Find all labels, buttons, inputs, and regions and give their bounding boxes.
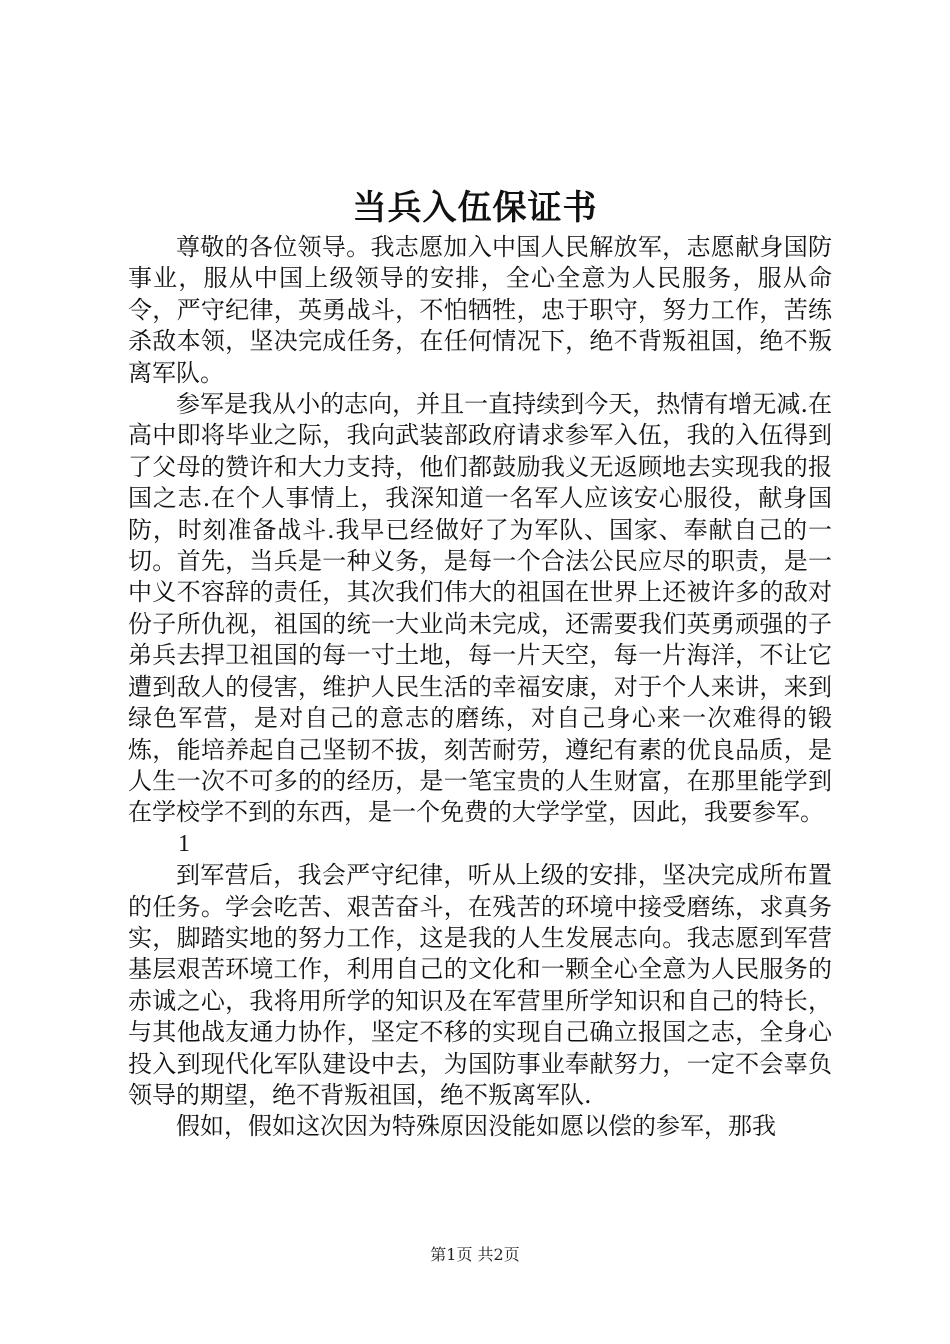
paragraph-1: 尊敬的各位领导。我志愿加入中国人民解放军，志愿献身国防事业，服从中国上级领导的安排，全心全意为人民服务，服从命令，严守纪律，英勇战斗，不怕牺牲，忠于职守，努力工作，苦练杀敌本领，坚决完成任务，在任何情况下，绝不背叛祖国，绝不叛离军队。 — [128, 233, 832, 387]
page-footer: 第1页 共2页 — [430, 1245, 520, 1264]
paragraph-3: 到军营后，我会严守纪律，听从上级的安排，坚决完成所布置的任务。学会吃苦、艰苦奋斗，在残苦的环境中接受磨练，求真务实，脚踏实地的努力工作，这是我的人生发展志向。我志愿到军营基层艰苦环境工作，利用自己的文化和一颗全心全意为人民服务的赤诚之心，我将用所学的知识及在军营里所学知识和自己的特长，与其他战友通力协作，坚定不移的实现自己确立报国之志，全身心投入到现代化军队建设中去，为国防事业奉献努力，一定不会辜负领导的期望，绝不背叛祖国，绝不叛离军队. — [128, 861, 832, 1109]
paragraph-4: 假如，假如这次因为特殊原因没能如愿以偿的参军，那我 — [176, 1112, 776, 1141]
paragraph-2: 参军是我从小的志向，并且一直持续到今天，热情有增无减.在高中即将毕业之际，我向武装部政府请求参军入伍，我的入伍得到了父母的赞许和大力支持，他们都鼓励我义无返顾地去实现我的报国之志.在个人事情上，我深知道一名军人应该安心服役，献身国防，时刻准备战斗.我早已经做好了为军队、国家、奉献自己的一切。首先，当兵是一种义务，是每一个合法公民应尽的职责，是一中义不容辞的责任，其次我们伟大的祖国在世界上还被许多的敌对份子所仇视，祖国的统一大业尚未完成，还需要我们英勇顽强的子弟兵去捍卫祖国的每一寸土地，每一片天空，每一片海洋，不让它遭到敌人的侵害，维护人民生活的幸福安康，对于个人来讲，来到绿色军营，是对自己的意志的磨练，对自己身心来一次难得的锻炼，能培养起自己坚韧不拔，刻苦耐劳，遵纪有素的优良品质，是人生一次不可多的的经历，是一笔宝贵的人生财富，在那里能学到在学校学不到的东西，是一个免费的大学学堂，因此，我要参军。 — [128, 390, 832, 827]
document-body — [128, 232, 832, 1143]
inline-page-number: 1 — [178, 830, 190, 857]
document-title: 当兵入伍保证书 — [352, 188, 598, 228]
